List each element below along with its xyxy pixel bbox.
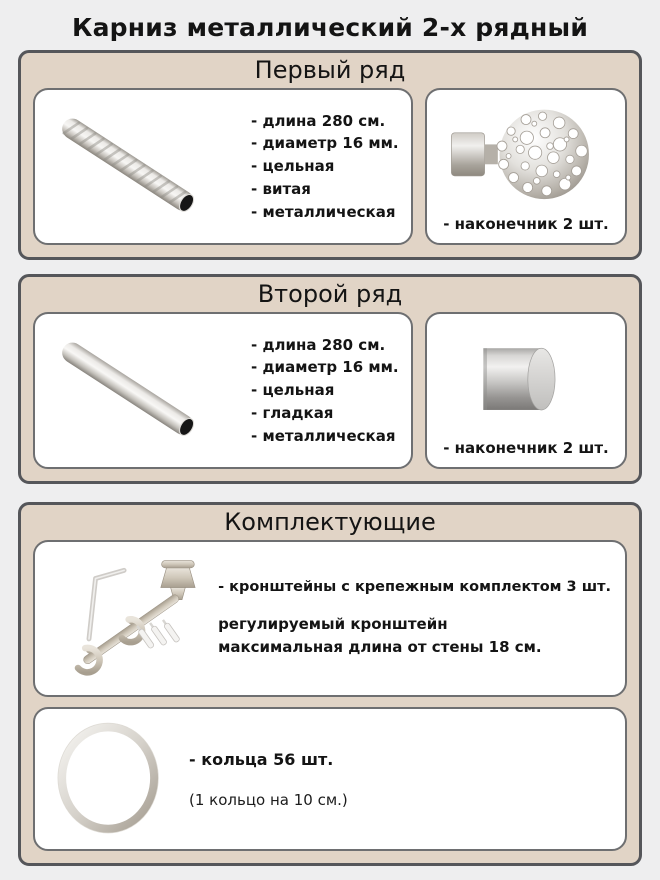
first-row-cards — [33, 88, 627, 245]
second-row-specs — [251, 336, 399, 446]
spec-item: - цельная — [251, 157, 335, 176]
rings-qty-line: - кольца 56 шт. — [189, 749, 334, 769]
spec-item: - витая — [251, 179, 311, 198]
section-first-row — [18, 50, 642, 260]
rings-card — [33, 707, 627, 851]
page-title: Карниз металлический 2-х рядный — [71, 13, 589, 42]
second-row-finial-card — [425, 312, 627, 469]
first-row-finial-card — [425, 88, 627, 245]
second-row-cards — [33, 312, 627, 469]
spec-item: - цельная — [251, 381, 335, 400]
section-second-row-title: Второй ряд — [257, 280, 403, 308]
rings-note-line: (1 кольцо на 10 см.) — [189, 790, 348, 809]
cylinder-finial-image — [467, 330, 585, 430]
section-first-row-title: Первый ряд — [254, 56, 406, 84]
section-accessories — [18, 502, 642, 866]
section-accessories-title: Комплектующие — [224, 508, 436, 536]
spec-item: - гладкая — [251, 403, 334, 422]
spec-item: - диаметр 16 мм. — [251, 134, 399, 153]
finial-caption: - наконечник 2 шт. — [443, 439, 609, 457]
bracket-desc-line-1: регулируемый кронштейн — [218, 615, 448, 633]
bracket-qty-line: - кронштейны с крепежным комплектом 3 шт. — [218, 579, 611, 595]
spec-item: - металлическая — [251, 202, 396, 221]
second-row-rod-card — [33, 312, 413, 469]
openwork-ball-finial-image — [433, 98, 619, 214]
twisted-rod-image — [41, 95, 245, 239]
double-bracket-kit-image — [49, 552, 204, 685]
bracket-card — [33, 540, 627, 697]
finial-caption: - наконечник 2 шт. — [443, 215, 609, 233]
bracket-desc-line-2: максимальная длина от стены 18 см. — [218, 637, 542, 656]
section-second-row — [18, 274, 642, 484]
spec-item: - длина 280 см. — [251, 335, 386, 354]
first-row-specs — [251, 112, 399, 222]
rings-text — [189, 750, 348, 809]
first-row-rod-card — [33, 88, 413, 245]
spec-item: - металлическая — [251, 426, 396, 445]
finial-image-wrap — [433, 96, 619, 215]
hex-key-icon — [89, 570, 124, 639]
spec-item: - длина 280 см. — [251, 111, 386, 130]
curtain-ring-image — [49, 718, 171, 840]
finial-image-wrap — [467, 320, 585, 439]
smooth-rod-image — [41, 319, 245, 463]
spec-item: - диаметр 16 мм. — [251, 358, 399, 377]
bracket-text — [218, 579, 611, 658]
